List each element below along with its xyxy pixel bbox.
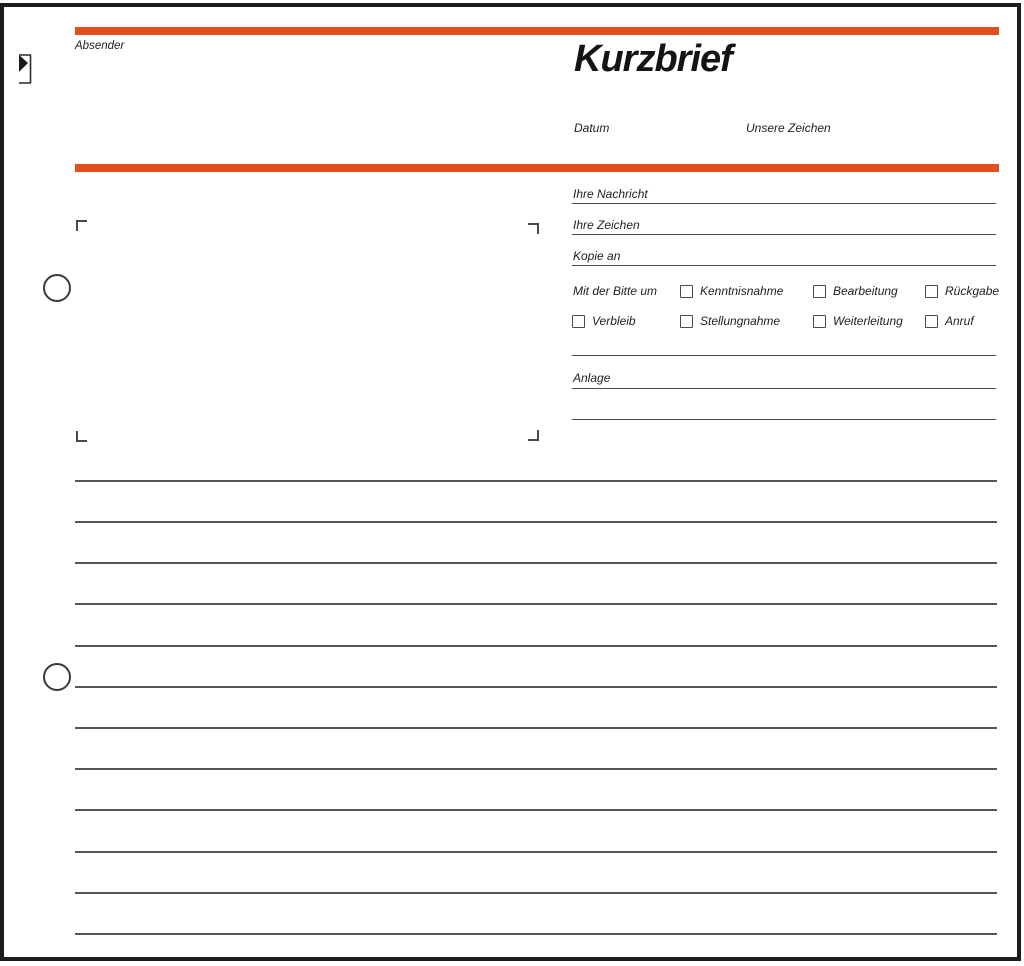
ihre-nachricht-label: Ihre Nachricht: [573, 187, 648, 201]
kopie-an-field-line[interactable]: [572, 265, 996, 266]
accent-bar-top: [75, 27, 999, 35]
option-anruf: [925, 314, 974, 328]
kenntnisnahme-label: Kenntnisnahme: [700, 284, 784, 298]
punch-hole-top: [43, 274, 71, 302]
writing-line-7[interactable]: [75, 727, 997, 729]
datum-field-area[interactable]: [574, 136, 734, 158]
writing-line-8[interactable]: [75, 768, 997, 770]
fold-mark-icon: [18, 54, 34, 84]
writing-line-12[interactable]: [75, 933, 997, 935]
option-weiterleitung: [813, 314, 903, 328]
ihre-nachricht-field-line[interactable]: [572, 203, 996, 204]
checkbox-section-divider-line: [572, 355, 996, 356]
anlage-label: Anlage: [573, 371, 611, 385]
address-window-corner-bottom-right: [528, 430, 539, 441]
ihre-zeichen-label: Ihre Zeichen: [573, 218, 640, 232]
weiterleitung-label: Weiterleitung: [833, 314, 903, 328]
writing-line-11[interactable]: [75, 892, 997, 894]
verbleib-label: Verbleib: [592, 314, 636, 328]
datum-label: Datum: [574, 121, 610, 135]
writing-line-9[interactable]: [75, 809, 997, 811]
stellungnahme-label: Stellungnahme: [700, 314, 781, 328]
bearbeitung-checkbox[interactable]: [813, 285, 826, 298]
writing-line-2[interactable]: [75, 521, 997, 523]
rueckgabe-label: Rückgabe: [945, 284, 1000, 298]
anlage-field-line[interactable]: [572, 388, 996, 389]
rueckgabe-checkbox[interactable]: [925, 285, 938, 298]
absender-label: Absender: [75, 40, 125, 52]
weiterleitung-checkbox[interactable]: [813, 315, 826, 328]
kenntnisnahme-checkbox[interactable]: [680, 285, 693, 298]
absender-field-area[interactable]: [75, 55, 505, 175]
writing-line-4[interactable]: [75, 603, 997, 605]
anlage-second-line[interactable]: [572, 419, 996, 420]
option-bearbeitung: [813, 284, 898, 298]
option-stellungnahme: [680, 314, 780, 328]
writing-line-5[interactable]: [75, 645, 997, 647]
stellungnahme-checkbox[interactable]: [680, 315, 693, 328]
address-window-corner-top-left: [76, 220, 87, 231]
address-window-corner-top-right: [528, 223, 539, 234]
option-kenntnisnahme: [680, 284, 783, 298]
writing-line-10[interactable]: [75, 851, 997, 853]
option-rueckgabe: [925, 284, 999, 298]
kopie-an-label: Kopie an: [573, 249, 621, 263]
anruf-label: Anruf: [945, 314, 974, 328]
writing-line-1[interactable]: [75, 480, 997, 482]
option-verbleib: [572, 314, 636, 328]
writing-line-3[interactable]: [75, 562, 997, 564]
mit-der-bitte-um-label: Mit der Bitte um: [573, 284, 658, 298]
page-title: Kurzbrief: [574, 38, 732, 80]
unsere-zeichen-label: Unsere Zeichen: [746, 121, 831, 135]
punch-hole-bottom: [43, 663, 71, 691]
anruf-checkbox[interactable]: [925, 315, 938, 328]
unsere-zeichen-field-area[interactable]: [746, 136, 906, 158]
bearbeitung-label: Bearbeitung: [833, 284, 898, 298]
verbleib-checkbox[interactable]: [572, 315, 585, 328]
ihre-zeichen-field-line[interactable]: [572, 234, 996, 235]
address-window-corner-bottom-left: [76, 431, 87, 442]
writing-line-6[interactable]: [75, 686, 997, 688]
address-window-area[interactable]: [88, 232, 526, 428]
